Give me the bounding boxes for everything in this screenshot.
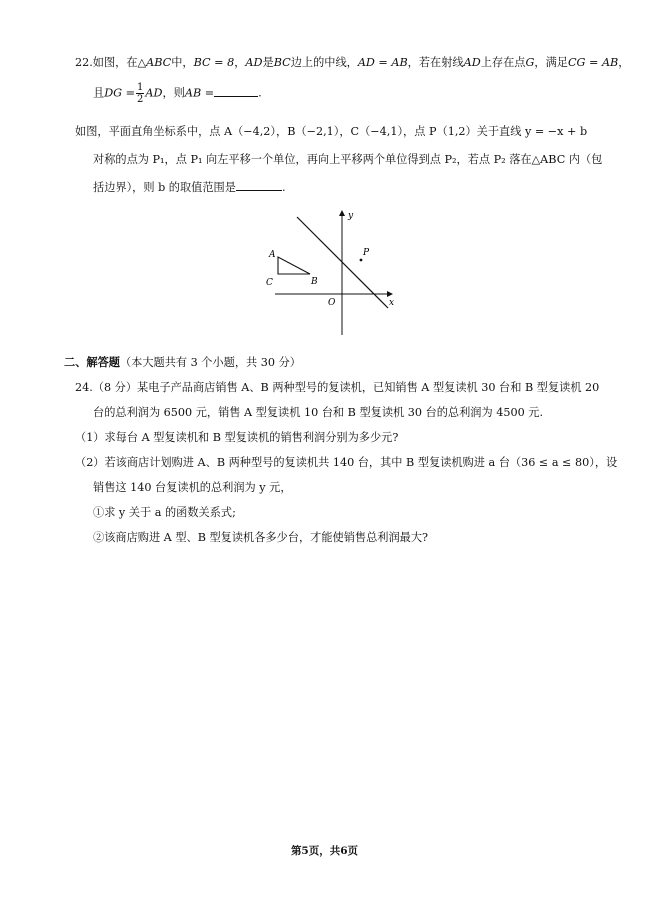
page-footer: 第5页，共6页: [290, 845, 359, 857]
label-b: B: [311, 277, 318, 287]
q22-number: 22.: [75, 56, 93, 69]
point-p: [360, 259, 363, 262]
label-c: C: [266, 278, 273, 288]
triangle-abc: [278, 257, 310, 274]
q23-coordinate-figure: [255, 205, 405, 340]
fraction-one-half: $\frac{1}{2}$: [137, 82, 144, 105]
q24-sub-1: ①求 y 关于 a 的函数关系式;: [93, 506, 236, 519]
label-o: O: [328, 298, 336, 308]
q24-line-2: 台的总利润为 6500 元，销售 A 型复读机 10 台和 B 型复读机 30 台的总利润为 4500 元.: [93, 406, 544, 419]
label-y: y: [348, 211, 354, 221]
q24-part-2-line-1: （2）若该商店计划购进 A、B 两种型号的复读机共 140 台，其中 B 型复读机购进 a 台（36 ≤ a ≤ 80），设: [75, 456, 618, 469]
q23-line-1: 如图，平面直角坐标系中，点 A（−4,2），B（−2,1），C（−4,1），点 P（1,2）关于直线 y = −x + b: [75, 125, 588, 138]
q22-line-1: 22.如图，在△ABC中，BC = 8，AD是BC边上的中线，AD = AB，若在射线AD上存在点G，满足CG = AB，: [75, 56, 630, 69]
section-2-heading: 二、解答题（本大题共有 3 个小题，共 30 分）: [64, 355, 301, 369]
q24-sub-2: ②该商店购进 A 型、B 型复读机各多少台，才能使销售总利润最大?: [93, 531, 429, 544]
label-a: A: [269, 250, 276, 260]
q22-line-2: 且DG = $\frac{1}{2}$ AD，则AB = .: [93, 82, 262, 105]
q24-part-2-line-2: 销售这 140 台复读机的总利润为 y 元，: [93, 481, 292, 494]
q24-part-1: （1）求每台 A 型复读机和 B 型复读机的销售利润分别为多少元?: [75, 431, 399, 444]
q23-line-2: 对称的点为 P₁，点 P₁ 向左平移一个单位，再向上平移两个单位得到点 P₂，若点 P₂ 落在△ABC 内（包: [93, 153, 603, 166]
q23-line-3: 括边界），则 b 的取值范围是 .: [93, 181, 286, 194]
label-x: x: [389, 298, 395, 308]
q22-answer-blank[interactable]: [214, 96, 258, 97]
label-p: P: [363, 248, 370, 258]
q24-line-1: 24.（8 分）某电子产品商店销售 A、B 两种型号的复读机，已知销售 A 型复读机 30 台和 B 型复读机 20: [75, 381, 600, 394]
q23-answer-blank[interactable]: [236, 190, 282, 191]
